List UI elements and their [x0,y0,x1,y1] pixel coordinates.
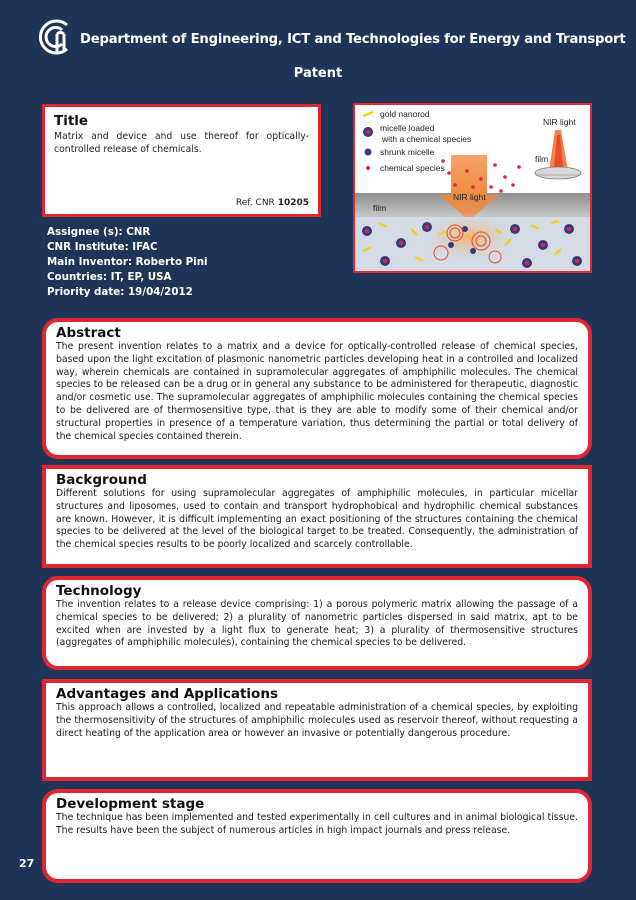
nir-light-center-label: NIR light [453,192,486,202]
technology-text: The invention relates to a release device comprising: 1) a porous polymeric matrix allowing the passage of a chemical species to be delivered; 2) a plurality of nanometric particles dispersed in said matrix, apt to be excited when are invested by a light flux to generate heat; 3) a plurality of thermosensitive structures (aggregates of amphiphilic molecules), containing the chemical species to be delivered. [56,599,578,649]
cnr-logo [31,19,71,55]
institute: CNR Institute: IFAC [47,241,158,253]
legend-micelle-loaded-2: with a chemical species [382,134,472,144]
advantages-card [42,679,592,781]
film-left-label: film [373,203,387,213]
abstract-heading: Abstract [56,325,121,341]
advantages-text: This approach allows a controlled, localized and repeatable administration of a chemical species, by exploiting the thermosensitivity of the structures of amphiphilic molecules used as reservoir thereof, without requesting a direct heating of the application area or however an invasive or potentially dangerous procedure. [56,702,578,739]
background-text: Different solutions for using supramolecular aggregates of amphiphilic molecules, in particular micellar structures and liposomes, used to contain and transport hydrophobical and hydrophilic chemical substances are known. However, it is difficult implementing an exact positioning of the structures containing the chemical species to be delivered at the level of the biological target to be treated. Consequently, the administration of the chemical species results to be poorly localized and scarcely controllable. [56,488,578,551]
micelle-icon [363,127,373,137]
schematic-figure [353,103,592,273]
gold-nanorod-icon [363,112,373,116]
legend-shrunk-micelle: shrunk micelle [380,147,435,157]
abstract-card [42,318,592,459]
legend-chemical-species: chemical species [380,163,445,173]
shrunk-micelle-icon [365,149,372,156]
main-inventor: Main Inventor: Roberto Pini [47,256,208,268]
nir-light-top-label: NIR light [543,117,576,127]
development-card [42,789,592,883]
chemical-species-icon [366,166,370,170]
reference-prefix: Ref. CNR [235,198,278,208]
reference-number: 10205 [277,198,309,208]
film-right-label: film [535,154,549,164]
background-card [42,465,592,568]
technology-card [42,576,592,670]
countries: Countries: IT, EP, USA [47,271,172,283]
technology-heading: Technology [56,583,142,599]
advantages-heading: Advantages and Applications [56,686,278,702]
title-text: Matrix and device and use thereof for optically-controlled release of chemicals. [54,131,309,155]
background-heading: Background [56,472,147,488]
reference [236,198,309,208]
development-heading: Development stage [56,796,205,812]
doc-type-title: Patent [293,66,343,81]
abstract-text: The present invention relates to a matrix and a device for optically-controlled release of chemical species, based upon the light excitation of plasmonic nanometric particles developing heat in a controlled and localized way, wherein chemicals are contained in supramolecular aggregates of amphiphilic molecules. The chemical species to be released can be a drug or in general any substance to be administered for therapeutic, diagnostic and/or cosmetic use. The supramolecular aggregates of amphiphilic molecules containing the chemical species to be delivered are of thermosensitive type, that is they are able to modify some of their chemical and/or structural properties in presence of a temperature variation, thus determining the partial or total delivery of the chemical species contained therein. [56,341,578,442]
priority-date: Priority date: 19/04/2012 [47,286,193,298]
schematic-figure-svg [355,105,590,271]
title-heading: Title [54,113,89,129]
department-title: Department of Engineering, ICT and Technologies for Energy and Transport [80,32,626,47]
patent-meta [47,225,208,300]
title-box [42,104,321,217]
nir-beam [451,155,487,197]
page-number: 27 [19,857,35,870]
assignee: Assignee (s): CNR [47,226,151,238]
development-text: The technique has been implemented and tested experimentally in cell cultures and in animal biological tissue. The results have been the subject of numerous articles in high impact journals and press release. [56,812,578,836]
legend-gold-nanorod: gold nanorod [380,109,430,119]
legend-micelle-loaded: micelle loaded [380,123,435,133]
